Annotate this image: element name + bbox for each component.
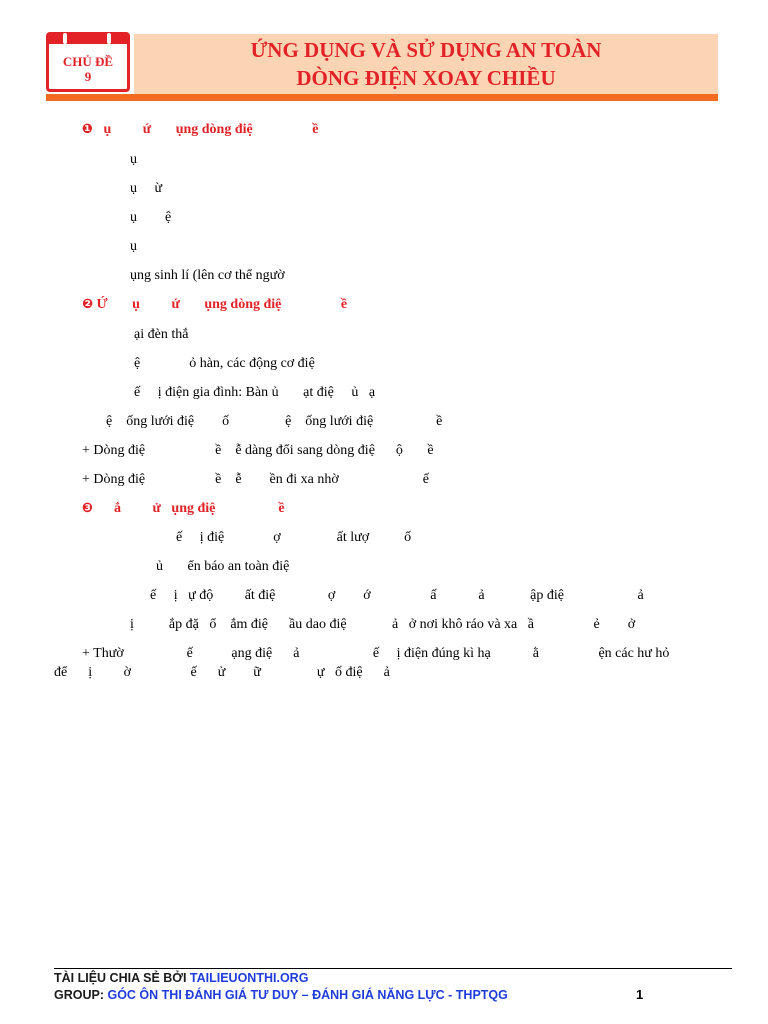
section-heading-text-2: Ứ ụ ứ ụng dòng điệ ề bbox=[93, 297, 348, 312]
section-heading-2 bbox=[82, 296, 347, 314]
calendar-icon bbox=[49, 35, 127, 44]
section-number-1: ❶ bbox=[82, 122, 94, 137]
section-2-line-5: + Dòng điệ ề ễ dàng đổi sang dòng điệ ộ ề bbox=[82, 443, 434, 458]
chapter-badge-number: 9 bbox=[84, 69, 92, 84]
footer-group bbox=[54, 987, 508, 1003]
section-1-line-4: ụ bbox=[130, 239, 137, 254]
section-2-line-3: ế ị điện gia đình: Bàn ủ ạt điệ ủ ạ bbox=[134, 385, 376, 400]
footer-credit bbox=[54, 970, 308, 986]
chapter-badge-label: CHỦ ĐỀ bbox=[62, 54, 114, 69]
section-heading-text-1: ụ ứ ụng dòng điệ ề bbox=[93, 122, 319, 137]
section-1-line-1: ụ bbox=[130, 152, 137, 167]
section-2-line-4: ệ ống lưới điệ ố ệ ống lưới điệ ề bbox=[106, 414, 443, 429]
section-3-line-1: ế ị điệ ợ ất lượ ố bbox=[176, 530, 412, 545]
page-title-line-2: DÒNG ĐIỆN XOAY CHIỀU bbox=[296, 66, 556, 90]
section-3-line-2: ủ ển báo an toàn điệ bbox=[156, 559, 290, 574]
section-number-3: ❸ bbox=[82, 501, 94, 516]
title-underline bbox=[46, 94, 718, 101]
section-3-line-3: ế ị ự độ ất điệ ợ ớ ấ ả ập điệ ả bbox=[150, 588, 644, 603]
footer-site-link[interactable]: TAILIEUONTHI.ORG bbox=[189, 971, 309, 985]
section-heading-3 bbox=[82, 500, 285, 518]
section-number-2: ❷ bbox=[82, 297, 94, 312]
chapter-badge bbox=[46, 32, 130, 92]
page-title bbox=[134, 36, 718, 92]
section-2-line-6: + Dòng điệ ề ễ ền đi xa nhờ ế bbox=[82, 472, 429, 487]
section-3-line-5: + Thườ ế ạng điệ ả ế ị điện đúng kì hạ ằ ện các hư hỏ bbox=[82, 646, 670, 661]
section-1-line-2: ụ ừ bbox=[130, 181, 163, 196]
section-heading-text-3: ắ ử ụng điệ ề bbox=[93, 501, 285, 516]
footer-group-label: GROUP: bbox=[54, 988, 108, 1002]
footer-divider bbox=[54, 968, 732, 969]
chapter-header bbox=[46, 32, 718, 102]
footer-credit-label: TÀI LIỆU CHIA SẺ BỞI bbox=[54, 971, 190, 985]
section-heading-1 bbox=[82, 121, 318, 139]
section-3-line-4: ị ắp đặ ổ ắm điệ ầu dao điệ ả ở nơi khô ráo và xa ầ ẻ ở bbox=[130, 617, 636, 632]
page-title-line-1: ỨNG DỤNG VÀ SỬ DỤNG AN TOÀN bbox=[250, 38, 602, 62]
section-1-line-3: ụ ệ bbox=[130, 210, 172, 225]
section-1-line-5: ụng sinh lí (lên cơ thể ngườ bbox=[130, 268, 285, 283]
section-2-line-1: ại đèn thắ bbox=[134, 327, 189, 342]
section-3-line-6: để ị ờ ế ử ữ ự ố điệ ả bbox=[54, 665, 390, 680]
page-number: 1 bbox=[636, 987, 644, 1002]
section-2-line-2: ệ ỏ hàn, các động cơ điệ bbox=[134, 356, 315, 371]
footer-group-link[interactable]: GÓC ÔN THI ĐÁNH GIÁ TƯ DUY – ĐÁNH GIÁ NĂNG LỰC - THPTQG bbox=[107, 988, 508, 1002]
